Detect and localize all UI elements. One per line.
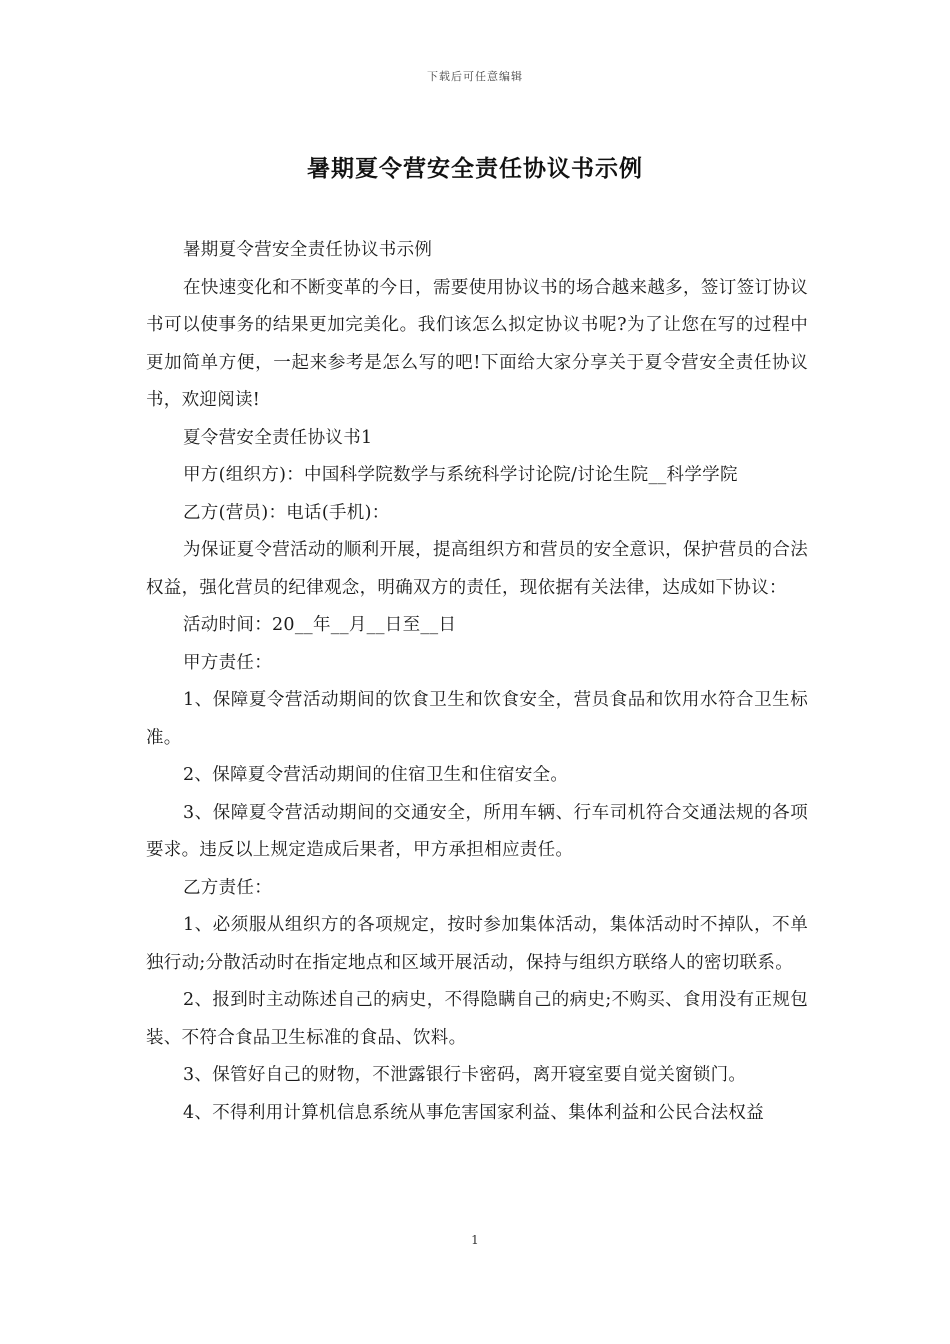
paragraph-party-a-duty-1: 1、保障夏令营活动期间的饮食卫生和饮食安全，营员食品和饮用水符合卫生标准。 bbox=[146, 690, 808, 748]
paragraph-party-b: 乙方(营员)：电话(手机)： bbox=[183, 502, 390, 523]
paragraph-activity-time: 活动时间：20__年__月__日至__日 bbox=[183, 615, 457, 635]
paragraph-party-a-duty-2: 2、保障夏令营活动期间的住宿卫生和住宿安全。 bbox=[183, 765, 569, 785]
document-body bbox=[146, 232, 808, 1132]
paragraph-party-b-duty-1: 1、必须服从组织方的各项规定，按时参加集体活动，集体活动时不掉队，不单独行动;分散活动时在指定地点和区域开展活动，保持与组织方联络人的密切联系。 bbox=[146, 915, 808, 973]
paragraph-party-b-duty-2: 2、报到时主动陈述自己的病史，不得隐瞒自己的病史;不购买、食用没有正规包装、不符合食品卫生标准的食品、饮料。 bbox=[146, 990, 808, 1048]
paragraph-subtitle: 暑期夏令营安全责任协议书示例 bbox=[183, 240, 433, 260]
paragraph-section-heading: 夏令营安全责任协议书1 bbox=[183, 427, 373, 448]
paragraph-party-b-duties-heading: 乙方责任： bbox=[183, 877, 272, 898]
paragraph-purpose: 为保证夏令营活动的顺利开展，提高组织方和营员的安全意识，保护营员的合法权益，强化营员的纪律观念，明确双方的责任，现依据有关法律，达成如下协议： bbox=[146, 540, 808, 598]
paragraph-party-b-duty-4: 4、不得利用计算机信息系统从事危害国家利益、集体利益和公民合法权益 bbox=[183, 1102, 765, 1123]
document-title: 暑期夏令营安全责任协议书示例 bbox=[307, 155, 643, 182]
paragraph-party-b-duty-3: 3、保管好自己的财物，不泄露银行卡密码，离开寝室要自觉关窗锁门。 bbox=[183, 1065, 747, 1085]
paragraph-party-a-duties-heading: 甲方责任： bbox=[183, 652, 272, 673]
header-note: 下载后可任意编辑 bbox=[427, 70, 523, 83]
paragraph-party-a: 甲方(组织方)：中国科学院数学与系统科学讨论院/讨论生院__科学学院 bbox=[183, 465, 738, 485]
paragraph-party-a-duty-3: 3、保障夏令营活动期间的交通安全，所用车辆、行车司机符合交通法规的各项要求。违反以上规定造成后果者，甲方承担相应责任。 bbox=[146, 802, 808, 860]
page-number: 1 bbox=[471, 1233, 479, 1247]
paragraph-intro: 在快速变化和不断变革的今日，需要使用协议书的场合越来越多，签订签订协议书可以使事务的结果更加完美化。我们该怎么拟定协议书呢?为了让您在写的过程中更加简单方便，一起来参考是怎么写的吧!下面给大家分享关于夏令营安全责任协议书，欢迎阅读! bbox=[146, 277, 808, 410]
